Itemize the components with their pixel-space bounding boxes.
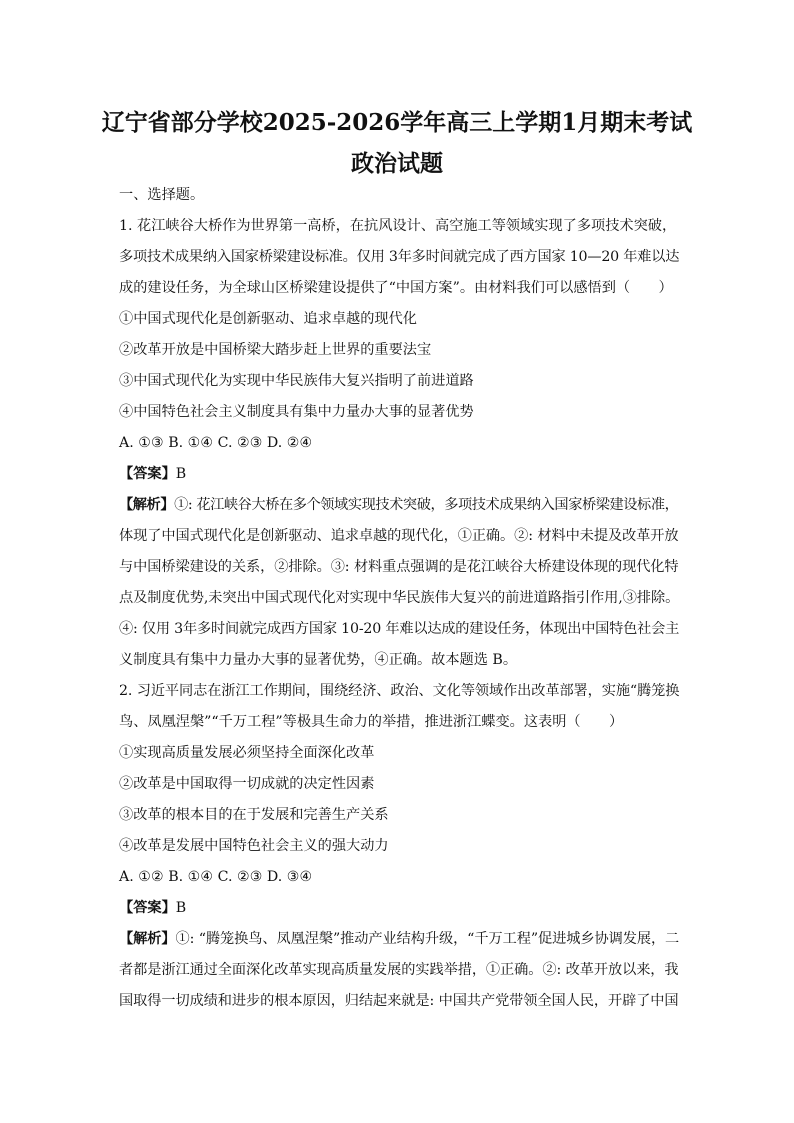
text-line: 者都是浙江通过全面深化改革实现高质量发展的实践举措，①正确。②: 改革开放以来，我 [119,962,679,978]
text-line: 成的建设任务，为全球山区桥梁建设提供了“中国方案”。由材料我们可以感悟到（ ） [119,280,673,296]
line-text: ①: “腾笼换鸟、凤凰涅槃”推动产业结构升级，“千万工程”促进城乡协调发展，二 [175,931,680,947]
text-line [119,893,679,924]
text-line: A. ①② B. ①④ C. ②③ D. ③④ [119,869,313,885]
text-line [119,459,679,490]
label-prefix: 【答案】 [119,466,176,482]
text-line [119,490,679,521]
text-line [119,924,679,955]
label-prefix: 【解析】 [119,497,175,513]
text-line: ②改革开放是中国桥梁大踏步赶上世界的重要法宝 [119,342,432,358]
document-body [119,180,679,1017]
text-line: A. ①③ B. ①④ C. ②③ D. ②④ [119,435,313,451]
text-line: ④中国特色社会主义制度具有集中力量办大事的显著优势 [119,404,474,420]
text-line: ③改革的根本目的在于发展和完善生产关系 [119,807,389,823]
text-line: 鸟、凤凰涅槃”“千万工程”等极具生命力的举措，推进浙江蝶变。这表明（ ） [119,714,624,730]
text-line: ②改革是中国取得一切成就的决定性因素 [119,776,375,792]
page-subtitle: 政治试题 [351,150,443,177]
text-line: ①中国式现代化是创新驱动、追求卓越的现代化 [119,311,417,327]
text-line: 多项技术成果纳入国家桥梁建设标准。仅用 3年多时间就完成了西方国家 10—20 年难以达 [119,249,680,265]
text-line: 2. 习近平同志在浙江工作期间，围绕经济、政治、文化等领域作出改革部署，实施“腾笼换 [119,683,680,699]
text-line: 一、选择题。 [119,187,205,203]
text-line: 体现了中国式现代化是创新驱动、追求卓越的现代化，①正确。②: 材料中未提及改革开放 [119,528,679,544]
text-line: 1. 花江峡谷大桥作为世界第一高桥，在抗风设计、高空施工等领域实现了多项技术突破， [119,218,677,234]
text-line: ④改革是发展中国特色社会主义的强大动力 [119,838,389,854]
label-prefix: 【解析】 [119,931,176,947]
page-title: 辽宁省部分学校2025-2026学年高三上学期1月期末考试 [101,109,693,136]
text-line: ①实现高质量发展必须坚持全面深化改革 [119,745,375,761]
line-text: B [175,900,187,916]
line-text: B [175,466,187,482]
text-line: 点及制度优势,未突出中国式现代化对实现中华民族伟大复兴的前进道路指引作用,③排除。 [119,590,680,606]
text-line: ③中国式现代化为实现中华民族伟大复兴指明了前进道路 [119,373,474,389]
text-line: ④: 仅用 3年多时间就完成西方国家 10-20 年难以达成的建设任务，体现出中国特色社会主 [119,621,680,637]
text-line: 与中国桥梁建设的关系，②排除。③: 材料重点强调的是花江峡谷大桥建设体现的现代化特 [119,559,679,575]
label-prefix: 【答案】 [119,900,176,916]
text-line: 义制度具有集中力量办大事的显著优势，④正确。故本题选 B。 [119,652,518,668]
text-line: 国取得一切成绩和进步的根本原因，归结起来就是: 中国共产党带领全国人民，开辟了中国 [119,993,679,1009]
line-text: ①: 花江峡谷大桥在多个领域实现技术突破，多项技术成果纳入国家桥梁建设标准， [174,497,679,513]
